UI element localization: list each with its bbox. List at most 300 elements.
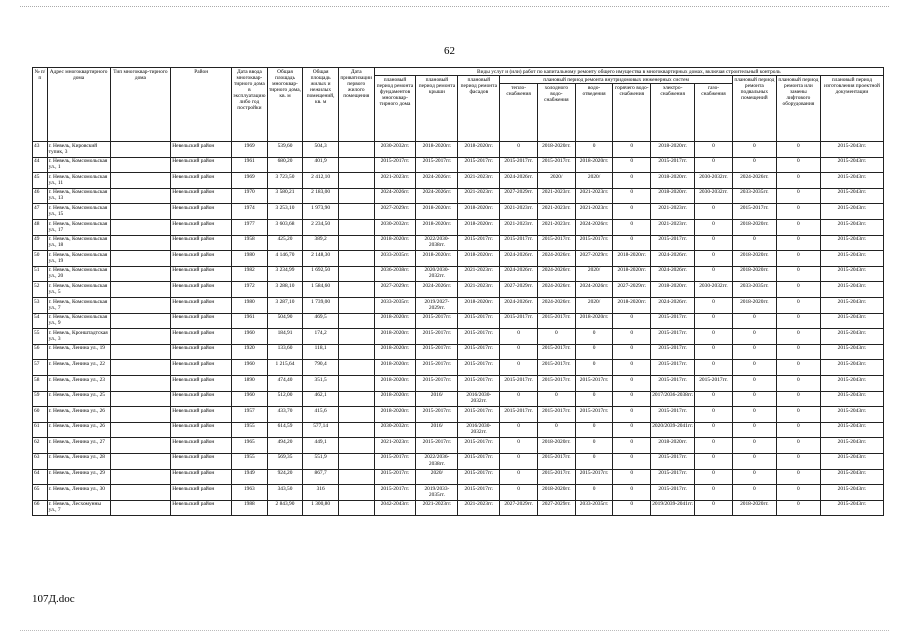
cell-privatization xyxy=(338,344,374,360)
cell-row-num: 45 xyxy=(33,173,48,189)
cell-total-area: 4 146,70 xyxy=(267,251,303,267)
cell-house-type xyxy=(110,235,171,251)
cell-elevator: 0 xyxy=(776,204,820,220)
cell-cold-water: 2015-2017гг. xyxy=(537,469,575,485)
cell-project-doc: 2015-2043гг. xyxy=(820,391,883,407)
cell-electric: 2017/2036-2038гг. xyxy=(651,391,695,407)
cell-elevator: 0 xyxy=(776,344,820,360)
cell-basement: 0 xyxy=(732,438,776,454)
table-row xyxy=(33,220,884,236)
cell-hot-water: 0 xyxy=(613,500,651,516)
cell-elevator: 0 xyxy=(776,313,820,329)
cell-roof: 2018-2020гг. xyxy=(416,220,458,236)
cell-basement: 0 xyxy=(732,469,776,485)
cell-total-area: 3 603,68 xyxy=(267,220,303,236)
cell-elevator: 0 xyxy=(776,157,820,173)
cell-foundation: 2018-2020гг. xyxy=(374,376,416,392)
cell-heat: 2027-2029гг. xyxy=(500,282,538,298)
cell-heat: 2015-2017гг. xyxy=(500,313,538,329)
cell-project-doc: 2015-2043гг. xyxy=(820,204,883,220)
cell-project-doc: 2015-2043гг. xyxy=(820,422,883,438)
header-sewer: водо-отведения xyxy=(575,84,613,142)
cell-address: г. Невель, Комсомольская ул., 9 xyxy=(47,313,110,329)
cell-hot-water: 0 xyxy=(613,329,651,345)
cell-privatization xyxy=(338,485,374,501)
cell-address: г. Невель, Ленина ул., 26 xyxy=(47,422,110,438)
cell-address: г. Невель, Комсомольская ул., 7 xyxy=(47,298,110,314)
cell-elevator: 0 xyxy=(776,422,820,438)
cell-district: Невельский район xyxy=(171,360,232,376)
cell-row-num: 43 xyxy=(33,142,48,158)
cell-total-area: 3 580,21 xyxy=(267,188,303,204)
cell-heat: 2024-2026гг. xyxy=(500,173,538,189)
cell-year: 1960 xyxy=(232,360,268,376)
cell-address: г. Невель, Лесхомунны ул., 7 xyxy=(47,500,110,516)
cell-heat: 0 xyxy=(500,469,538,485)
cell-address: г. Невель, Ленина ул., 28 xyxy=(47,453,110,469)
table-row xyxy=(33,142,884,158)
cell-privatization xyxy=(338,266,374,282)
cell-roof: 2024-2026гг. xyxy=(416,282,458,298)
cell-living-area: 2 183,00 xyxy=(303,188,339,204)
cell-hot-water: 0 xyxy=(613,376,651,392)
cell-foundation: 2024-2026гг. xyxy=(374,188,416,204)
cell-cold-water: 2024-2026гг. xyxy=(537,282,575,298)
cell-total-area: 539,60 xyxy=(267,142,303,158)
cell-privatization xyxy=(338,329,374,345)
cell-facade: 2015-2017гг. xyxy=(458,469,500,485)
cell-hot-water: 0 xyxy=(613,235,651,251)
cell-year: 1988 xyxy=(232,500,268,516)
table-row xyxy=(33,298,884,314)
cell-electric: 2015-2017гг. xyxy=(651,344,695,360)
cell-cold-water: 2018-2020гг. xyxy=(537,438,575,454)
cell-cold-water: 0 xyxy=(537,422,575,438)
header-district: Район xyxy=(171,68,232,142)
cell-hot-water: 0 xyxy=(613,391,651,407)
cell-sewer: 2015-2017гг. xyxy=(575,469,613,485)
cell-sewer: 2020/ xyxy=(575,298,613,314)
cell-facade: 2015-2017гг. xyxy=(458,485,500,501)
cell-hot-water: 0 xyxy=(613,204,651,220)
cell-living-area: 2 148,30 xyxy=(303,251,339,267)
cell-electric: 2015-2017гг. xyxy=(651,360,695,376)
cell-district: Невельский район xyxy=(171,142,232,158)
cell-hot-water: 0 xyxy=(613,142,651,158)
cell-district: Невельский район xyxy=(171,391,232,407)
cell-year: 1960 xyxy=(232,391,268,407)
cell-sewer: 2033-2035гг. xyxy=(575,500,613,516)
cell-sewer: 0 xyxy=(575,453,613,469)
cell-total-area: 924,20 xyxy=(267,469,303,485)
cell-facade: 2015-2017гг. xyxy=(458,344,500,360)
cell-total-area: 184,91 xyxy=(267,329,303,345)
cell-year: 1958 xyxy=(232,235,268,251)
cell-roof: 2015-2017гг. xyxy=(416,344,458,360)
cell-elevator: 0 xyxy=(776,188,820,204)
cell-living-area: 1 973,90 xyxy=(303,204,339,220)
cell-district: Невельский район xyxy=(171,204,232,220)
cell-foundation: 2036-2038гг. xyxy=(374,266,416,282)
header-roof: плановый период ремонта крыши xyxy=(416,76,458,142)
cell-gas: 0 xyxy=(695,360,733,376)
cell-cold-water: 2020/ xyxy=(537,173,575,189)
cell-living-area: 469,5 xyxy=(303,313,339,329)
cell-basement: 2024-2026гг. xyxy=(732,173,776,189)
cell-year: 1890 xyxy=(232,376,268,392)
cell-living-area: 1 300,80 xyxy=(303,500,339,516)
cell-privatization xyxy=(338,142,374,158)
cell-year: 1970 xyxy=(232,188,268,204)
cell-year: 1960 xyxy=(232,329,268,345)
cell-year: 1957 xyxy=(232,407,268,423)
cell-privatization xyxy=(338,220,374,236)
header-cold-water: холодного водо-снабжения xyxy=(537,84,575,142)
cell-heat: 0 xyxy=(500,329,538,345)
cell-privatization xyxy=(338,204,374,220)
cell-basement: 0 xyxy=(732,329,776,345)
cell-heat: 2021-2023гг. xyxy=(500,220,538,236)
cell-row-num: 55 xyxy=(33,329,48,345)
cell-foundation: 2015-2017гг. xyxy=(374,485,416,501)
cell-basement: 0 xyxy=(732,313,776,329)
cell-district: Невельский район xyxy=(171,422,232,438)
cell-hot-water: 2018-2020гг. xyxy=(613,251,651,267)
cell-privatization xyxy=(338,500,374,516)
cell-heat: 2015-2017гг. xyxy=(500,235,538,251)
cell-cold-water: 2027-2029гг. xyxy=(537,500,575,516)
header-foundation: плановый период ремонта фундаментов многоквар-тирного дома xyxy=(374,76,416,142)
table-row xyxy=(33,282,884,298)
cell-sewer: 2024-2026гг. xyxy=(575,220,613,236)
cell-row-num: 51 xyxy=(33,266,48,282)
cell-living-area: 462,1 xyxy=(303,391,339,407)
cell-electric: 2015-2017гг. xyxy=(651,469,695,485)
cell-address: г. Невель, Ленина ул., 22 xyxy=(47,360,110,376)
cell-year: 1965 xyxy=(232,438,268,454)
cell-electric: 2015-2017гг. xyxy=(651,157,695,173)
cell-hot-water: 0 xyxy=(613,360,651,376)
cell-facade: 2016/2030-2032гг. xyxy=(458,422,500,438)
cell-address: г. Невель, Ленина ул., 30 xyxy=(47,485,110,501)
cell-cold-water: 2024-2026гг. xyxy=(537,298,575,314)
cell-row-num: 64 xyxy=(33,469,48,485)
cell-basement: 0 xyxy=(732,453,776,469)
cell-district: Невельский район xyxy=(171,235,232,251)
cell-foundation: 2015-2017гг. xyxy=(374,469,416,485)
footer-filename: 107Д.doc xyxy=(32,593,75,605)
cell-basement: 0 xyxy=(732,360,776,376)
cell-electric: 2018-2020гг. xyxy=(651,438,695,454)
cell-elevator: 0 xyxy=(776,438,820,454)
cell-gas: 0 xyxy=(695,344,733,360)
cell-facade: 2015-2017гг. xyxy=(458,313,500,329)
cell-roof: 2018-2020гг. xyxy=(416,251,458,267)
cell-sewer: 2015-2017гг. xyxy=(575,235,613,251)
cell-privatization xyxy=(338,235,374,251)
cell-foundation: 2027-2029гг. xyxy=(374,204,416,220)
cell-address: г. Невель, Комсомольская ул., 18 xyxy=(47,235,110,251)
cell-basement: 2018-2020гг. xyxy=(732,500,776,516)
cell-row-num: 63 xyxy=(33,453,48,469)
cell-cold-water: 2018-2020гг. xyxy=(537,485,575,501)
cell-year: 1961 xyxy=(232,313,268,329)
cell-district: Невельский район xyxy=(171,438,232,454)
cell-foundation: 2021-2023гг. xyxy=(374,173,416,189)
cell-year: 1969 xyxy=(232,173,268,189)
cell-elevator: 0 xyxy=(776,500,820,516)
cell-hot-water: 0 xyxy=(613,173,651,189)
cell-electric: 2020/2039-2041гг. xyxy=(651,422,695,438)
cell-living-area: 316 xyxy=(303,485,339,501)
cell-project-doc: 2015-2043гг. xyxy=(820,157,883,173)
cell-gas: 0 xyxy=(695,391,733,407)
cell-elevator: 0 xyxy=(776,391,820,407)
cell-privatization xyxy=(338,376,374,392)
cell-project-doc: 2015-2043гг. xyxy=(820,344,883,360)
cell-sewer: 2021-2023гг. xyxy=(575,188,613,204)
cell-foundation: 2042-2043гг. xyxy=(374,500,416,516)
cell-elevator: 0 xyxy=(776,235,820,251)
cell-sewer: 0 xyxy=(575,329,613,345)
cell-roof: 2020/ xyxy=(416,469,458,485)
cell-privatization xyxy=(338,469,374,485)
cell-heat: 2024-2026гг. xyxy=(500,298,538,314)
cell-electric: 2024-2026гг. xyxy=(651,266,695,282)
cell-privatization xyxy=(338,391,374,407)
cell-foundation: 2015-2017гг. xyxy=(374,157,416,173)
cell-heat: 0 xyxy=(500,142,538,158)
cell-gas: 0 xyxy=(695,235,733,251)
cell-facade: 2018-2020гг. xyxy=(458,251,500,267)
cell-house-type xyxy=(110,142,171,158)
cell-house-type xyxy=(110,360,171,376)
cell-project-doc: 2015-2043гг. xyxy=(820,453,883,469)
cell-foundation: 2018-2020гг. xyxy=(374,235,416,251)
cell-project-doc: 2015-2043гг. xyxy=(820,438,883,454)
cell-basement: 0 xyxy=(732,235,776,251)
cell-electric: 2018-2020гг. xyxy=(651,188,695,204)
cell-elevator: 0 xyxy=(776,469,820,485)
cell-hot-water: 0 xyxy=(613,344,651,360)
cell-heat: 0 xyxy=(500,485,538,501)
cell-living-area: 551,9 xyxy=(303,453,339,469)
cell-electric: 2024-2026гг. xyxy=(651,251,695,267)
cell-row-num: 54 xyxy=(33,313,48,329)
cell-roof: 2024-2026гг. xyxy=(416,188,458,204)
cell-facade: 2015-2017гг. xyxy=(458,453,500,469)
cell-living-area: 389,2 xyxy=(303,235,339,251)
cell-project-doc: 2015-2043гг. xyxy=(820,407,883,423)
cell-total-area: 504,90 xyxy=(267,313,303,329)
cell-foundation: 2033-2035гг. xyxy=(374,298,416,314)
cell-roof: 2015-2017гг. xyxy=(416,313,458,329)
cell-sewer: 2015-2017гг. xyxy=(575,407,613,423)
cell-district: Невельский район xyxy=(171,313,232,329)
cell-total-area: 425,20 xyxy=(267,235,303,251)
cell-elevator: 0 xyxy=(776,329,820,345)
cell-foundation: 2018-2020гг. xyxy=(374,344,416,360)
table-row xyxy=(33,157,884,173)
cell-elevator: 0 xyxy=(776,220,820,236)
cell-sewer: 2027-2029гг. xyxy=(575,251,613,267)
cell-gas: 0 xyxy=(695,251,733,267)
cell-sewer: 0 xyxy=(575,391,613,407)
cell-electric: 2015-2017гг. xyxy=(651,313,695,329)
cell-row-num: 44 xyxy=(33,157,48,173)
cell-roof: 2024-2026гг. xyxy=(416,173,458,189)
cell-total-area: 1 215,64 xyxy=(267,360,303,376)
header-project-doc: плановый период изготовления проектной документации xyxy=(820,76,883,142)
cell-project-doc: 2015-2043гг. xyxy=(820,376,883,392)
cell-heat: 2027-2029гг. xyxy=(500,500,538,516)
cell-project-doc: 2015-2043гг. xyxy=(820,298,883,314)
cell-hot-water: 0 xyxy=(613,453,651,469)
cell-living-area: 790,4 xyxy=(303,360,339,376)
cell-basement: 0 xyxy=(732,344,776,360)
cell-address: г. Невель, Комсомольская ул., 19 xyxy=(47,251,110,267)
cell-address: г. Невель, Ленина ул., 29 xyxy=(47,469,110,485)
cell-foundation: 2018-2020гг. xyxy=(374,407,416,423)
table-row xyxy=(33,391,884,407)
cell-gas: 0 xyxy=(695,438,733,454)
cell-total-area: 3 234,99 xyxy=(267,266,303,282)
cell-house-type xyxy=(110,298,171,314)
cell-privatization xyxy=(338,282,374,298)
cell-foundation: 2021-2023гг. xyxy=(374,438,416,454)
cell-year: 1955 xyxy=(232,453,268,469)
cell-elevator: 0 xyxy=(776,407,820,423)
cell-year: 1949 xyxy=(232,469,268,485)
cell-living-area: 2 234,50 xyxy=(303,220,339,236)
table-row xyxy=(33,453,884,469)
table-row xyxy=(33,173,884,189)
cell-elevator: 0 xyxy=(776,360,820,376)
cell-total-area: 433,70 xyxy=(267,407,303,423)
cell-cold-water: 2021-2023гг. xyxy=(537,220,575,236)
cell-heat: 2021-2023гг. xyxy=(500,204,538,220)
cell-cold-water: 2021-2023гг. xyxy=(537,188,575,204)
cell-cold-water: 2018-2020гг. xyxy=(537,142,575,158)
header-works-group: Виды услуг и (или) работ по капитальному ремонту общего имущества в многоквартирных домах, включая строительный контроль xyxy=(374,68,883,76)
cell-gas: 2030-2032гг. xyxy=(695,282,733,298)
cell-address: г. Невель, Комсомольская ул., 20 xyxy=(47,266,110,282)
cell-living-area: 174,2 xyxy=(303,329,339,345)
cell-foundation: 2018-2020гг. xyxy=(374,313,416,329)
cell-foundation: 2030-2032гг. xyxy=(374,220,416,236)
cell-privatization xyxy=(338,313,374,329)
cell-basement: 0 xyxy=(732,157,776,173)
cell-basement: 0 xyxy=(732,485,776,501)
cell-gas: 0 xyxy=(695,220,733,236)
cell-living-area: 351,5 xyxy=(303,376,339,392)
cell-hot-water: 0 xyxy=(613,313,651,329)
cell-elevator: 0 xyxy=(776,485,820,501)
cell-electric: 2015-2017гг. xyxy=(651,407,695,423)
cell-basement: 0 xyxy=(732,391,776,407)
cell-year: 1980 xyxy=(232,251,268,267)
header-heat: тепло-снабжения xyxy=(500,84,538,142)
header-total-area: Общая площадь многоквар-тирного дома, кв. м xyxy=(267,68,303,142)
cell-basement: 2018-2020гг. xyxy=(732,298,776,314)
cell-heat: 2024-2026гг. xyxy=(500,266,538,282)
table-row xyxy=(33,376,884,392)
cell-basement: 0 xyxy=(732,376,776,392)
table-row xyxy=(33,469,884,485)
cell-roof: 2018-2020гг. xyxy=(416,142,458,158)
cell-house-type xyxy=(110,157,171,173)
cell-facade: 2015-2017гг. xyxy=(458,376,500,392)
cell-district: Невельский район xyxy=(171,453,232,469)
cell-heat: 2015-2017гг. xyxy=(500,157,538,173)
cell-house-type xyxy=(110,391,171,407)
cell-hot-water: 0 xyxy=(613,220,651,236)
cell-gas: 0 xyxy=(695,298,733,314)
header-year: Дата ввода многоквар-тирного дома в эксплуатацию либо год постройки xyxy=(232,68,268,142)
header-systems-group: плановый период ремонта внутридомовых инженерных систем xyxy=(500,76,733,84)
cell-cold-water: 2015-2017гг. xyxy=(537,453,575,469)
cell-facade: 2016/2030-2032гг. xyxy=(458,391,500,407)
cell-cold-water: 2024-2026гг. xyxy=(537,266,575,282)
cell-privatization xyxy=(338,453,374,469)
cell-cold-water: 2015-2017гг. xyxy=(537,235,575,251)
cell-privatization xyxy=(338,407,374,423)
cell-row-num: 62 xyxy=(33,438,48,454)
cell-house-type xyxy=(110,376,171,392)
cell-heat: 2027-2029гг. xyxy=(500,188,538,204)
cell-year: 1977 xyxy=(232,220,268,236)
cell-roof: 2015-2017гг. xyxy=(416,360,458,376)
scan-edge-bottom xyxy=(20,630,889,631)
cell-basement: 2033-2035гг. xyxy=(732,282,776,298)
cell-year: 1920 xyxy=(232,344,268,360)
cell-hot-water: 0 xyxy=(613,422,651,438)
cell-row-num: 47 xyxy=(33,204,48,220)
cell-sewer: 0 xyxy=(575,360,613,376)
cell-address: г. Невель, Ленина ул., 27 xyxy=(47,438,110,454)
cell-address: г. Невель, Комсомольская ул., 5 xyxy=(47,282,110,298)
cell-year: 1969 xyxy=(232,142,268,158)
table-body xyxy=(33,142,884,516)
cell-hot-water: 0 xyxy=(613,407,651,423)
cell-basement: 2018-2020гг. xyxy=(732,220,776,236)
cell-sewer: 0 xyxy=(575,485,613,501)
cell-facade: 2015-2017гг. xyxy=(458,360,500,376)
cell-living-area: 449,1 xyxy=(303,438,339,454)
cell-sewer: 0 xyxy=(575,344,613,360)
table-row xyxy=(33,485,884,501)
cell-electric: 2015-2017гг. xyxy=(651,329,695,345)
cell-row-num: 60 xyxy=(33,407,48,423)
cell-project-doc: 2015-2043гг. xyxy=(820,282,883,298)
header-basement: плановый период ремонта подвальных помещений xyxy=(732,76,776,142)
table-row xyxy=(33,204,884,220)
cell-cold-water: 2015-2017гг. xyxy=(537,157,575,173)
cell-heat: 0 xyxy=(500,453,538,469)
cell-gas: 0 xyxy=(695,500,733,516)
table-row xyxy=(33,188,884,204)
cell-heat: 0 xyxy=(500,422,538,438)
header-num: № п/п xyxy=(33,68,48,142)
cell-house-type xyxy=(110,453,171,469)
cell-gas: 2030-2032гг. xyxy=(695,173,733,189)
cell-row-num: 50 xyxy=(33,251,48,267)
table-row xyxy=(33,360,884,376)
cell-hot-water: 0 xyxy=(613,485,651,501)
cell-project-doc: 2015-2043гг. xyxy=(820,469,883,485)
cell-total-area: 512,00 xyxy=(267,391,303,407)
cell-privatization xyxy=(338,438,374,454)
